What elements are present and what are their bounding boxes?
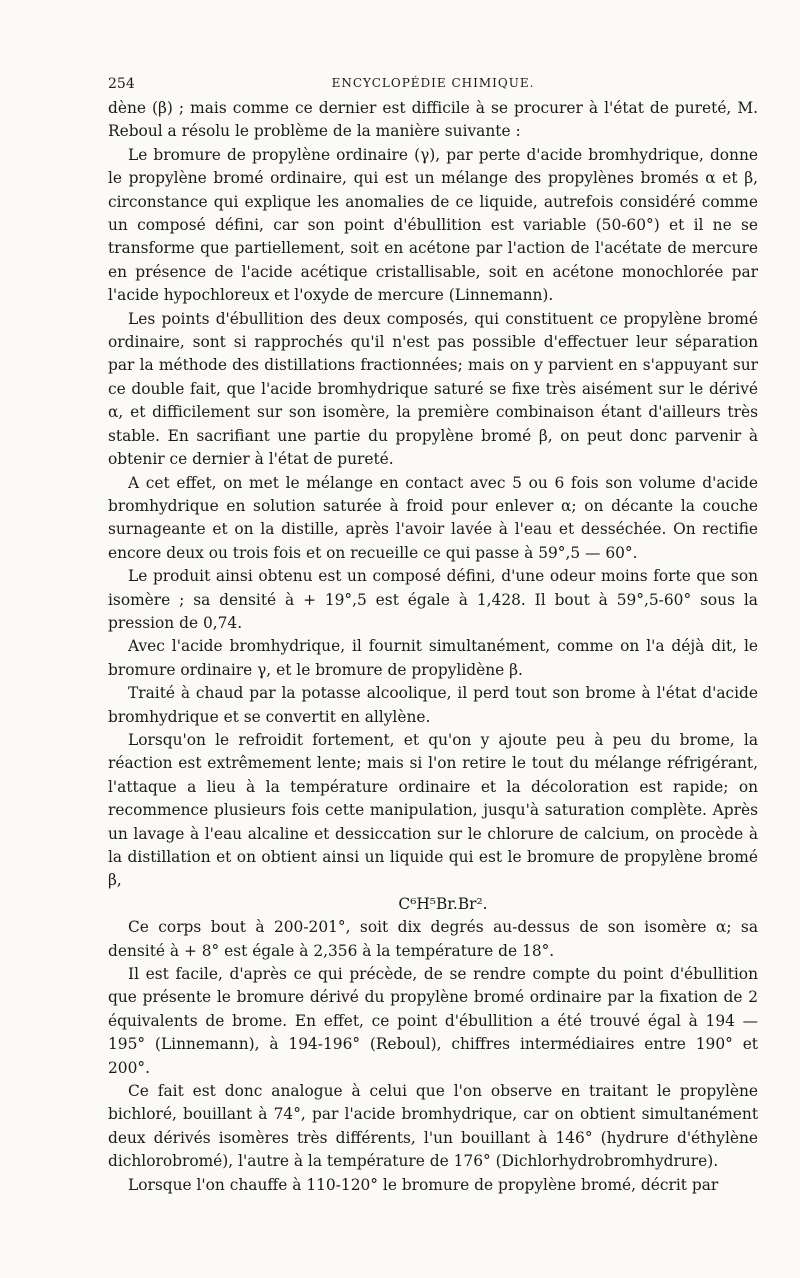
paragraph: Avec l'acide bromhydrique, il fournit simultanément, comme on l'a déjà dit, le bromure ordinaire γ, et le bromure de propylidène β. (108, 637, 758, 679)
paragraph: Le bromure de propylène ordinaire (γ), par perte d'acide bromhydrique, donne le propylène bromé ordinaire, qui est un mélange des propylènes bromés α et β, circonstance qui explique les anomalies de ce liquide, autrefois considéré comme un composé défini, car son point d'ébullition est variable (50-60°) et il ne se transforme que partiellement, soit en acétone par l'action de l'acétate de mercure en présence de l'acide acétique cristallisable, soit en acétone monochlorée par l'acide hypochloreux et l'oxyde de mercure (Linnemann). (108, 145, 758, 305)
page-number: 254 (108, 76, 135, 92)
paragraph: A cet effet, on met le mélange en contact avec 5 ou 6 fois son volume d'acide bromhydrique en solution saturée à froid pour enlever α; on décante la couche surnageante et on la distille, après l'avoir lavée à l'eau et desséchée. On rectifie encore deux ou trois fois et on recueille ce qui passe à 59°,5 — 60°. (108, 473, 758, 562)
running-title: ENCYCLOPÉDIE CHIMIQUE. (331, 76, 535, 90)
paragraph: dène (β) ; mais comme ce dernier est difficile à se procurer à l'état de pureté, M. Reboul a résolu le problème de la manière suivante : (108, 99, 758, 141)
paragraph: Les points d'ébullition des deux composés, qui constituent ce propylène bromé ordinaire, sont si rapprochés qu'il n'est pas possible d'effectuer leur séparation par la méthode des distillations fractionnées; mais on y parvient en s'appuyant sur ce double fait, que l'acide bromhydrique saturé se fixe très aisément sur le dérivé α, et difficilement sur son isomère, la première combinaison étant d'ailleurs très stable. En sacrifiant une partie du propylène bromé β, on peut donc parvenir à obtenir ce dernier à l'état de pureté. (108, 309, 758, 469)
paragraph: Lorsque l'on chauffe à 110-120° le bromure de propylène bromé, décrit par (128, 1175, 719, 1194)
paragraph: Il est facile, d'après ce qui précède, de se rendre compte du point d'ébullition que présente le bromure dérivé du propylène bromé ordinaire par la fixation de 2 équivalents de brome. En effet, ce point d'ébullition a été trouvé égal à 194 — 195° (Linnemann), à 194-196° (Reboul), chiffres intermédiaires entre 190° et 200°. (108, 965, 758, 1077)
paragraph: Ce fait est donc analogue à celui que l'on observe en traitant le propylène bichloré, bouillant à 74°, par l'acide bromhydrique, car on obtient simultanément deux dérivés isomères très différents, l'un bouillant à 146° (hydrure d'éthylène dichlorobromé), l'autre à la température de 176° (Dichlorhydrobromhydrure). (108, 1082, 758, 1171)
paragraph: Lorsqu'on le refroidit fortement, et qu'on y ajoute peu à peu du brome, la réaction est extrêmement lente; mais si l'on retire le tout du mélange réfrigérant, l'attaque a lieu à la température ordinaire et la décoloration est rapide; on recommence plusieurs fois cette manipulation, jusqu'à saturation complète. Après un lavage à l'eau alcaline et dessiccation sur le chlorure de calcium, on procède à la distillation et on obtient ainsi un liquide qui est le bromure de propylène bromé β, (108, 730, 758, 890)
body-text (108, 97, 758, 1197)
paragraph: Ce corps bout à 200-201°, soit dix degrés au-dessus de son isomère α; sa densité à + 8° est égale à 2,356 à la température de 18°. (108, 918, 758, 960)
paragraph: Le produit ainsi obtenu est un composé défini, d'une odeur moins forte que son isomère ; sa densité à + 19°,5 est égale à 1,428. Il bout à 59°,5-60° sous la pression de 0,74. (108, 567, 758, 632)
chemical-formula: C⁶H⁵Br.Br². (398, 894, 488, 913)
paragraph: Traité à chaud par la potasse alcoolique, il perd tout son brome à l'état d'acide bromhydrique et se convertit en allylène. (108, 684, 758, 726)
page-header (108, 76, 758, 94)
